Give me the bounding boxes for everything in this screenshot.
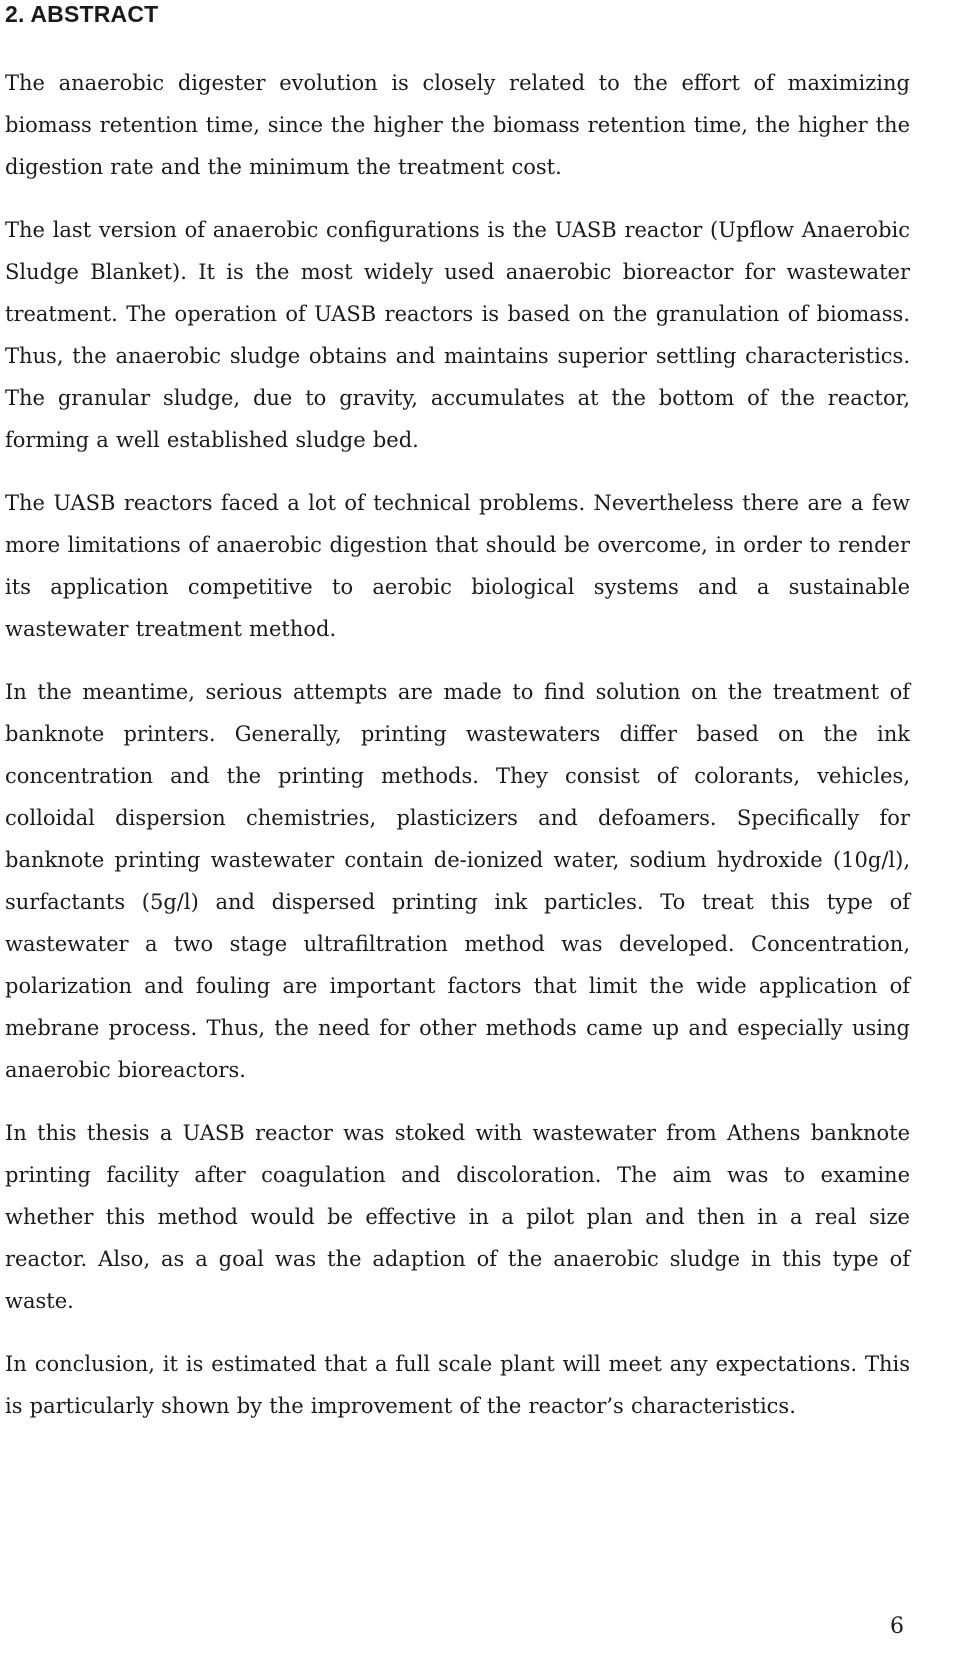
paragraph-banknote-wastewater: In the meantime, serious attempts are made to find solution on the treatment of banknote printers. Generally, printing wastewaters differ based on the ink concentration and the printing methods. They consist of colorants, vehicles, colloidal dispersion chemistries, plasticizers and defoamers. Specifically for banknote printing wastewater contain de-ionized water, sodium hydroxide (10g/l), surfactants (5g/l) and dispersed printing ink particles. To treat this type of wastewater a two stage ultrafiltration method was developed. Concentration, polarization and fouling are important factors that limit the wide application of mebrane process. Thus, the need for other methods came up and especially using anaerobic bioreactors. bbox=[5, 680, 910, 1082]
section-heading: 2. ABSTRACT bbox=[5, 1, 159, 27]
paragraph-uasb-problems: The UASB reactors faced a lot of technical problems. Nevertheless there are a few more limitations of anaerobic digestion that should be overcome, in order to render its application competitive to aerobic biological systems and a sustainable wastewater treatment method. bbox=[5, 491, 910, 641]
page-number: 6 bbox=[890, 1614, 904, 1639]
paragraph-conclusion: In conclusion, it is estimated that a full scale plant will meet any expectations. This is particularly shown by the improvement of the reactor’s characteristics. bbox=[5, 1352, 910, 1418]
paragraph-uasb-description: The last version of anaerobic configurations is the UASB reactor (Upflow Anaerobic Sludge Blanket). It is the most widely used anaerobic bioreactor for wastewater treatment. The operation of UASB reactors is based on the granulation of biomass. Thus, the anaerobic sludge obtains and maintains superior settling characteristics. The granular sludge, due to gravity, accumulates at the bottom of the reactor, forming a well established sludge bed. bbox=[5, 218, 910, 452]
document-page bbox=[5, 0, 910, 1427]
paragraph-thesis-aim: In this thesis a UASB reactor was stoked with wastewater from Athens banknote printing facility after coagulation and discoloration. The aim was to examine whether this method would be effective in a pilot plan and then in a real size reactor. Also, as a goal was the adaption of the anaerobic sludge in this type of waste. bbox=[5, 1121, 910, 1313]
paragraph-intro: The anaerobic digester evolution is closely related to the effort of maximizing biomass retention time, since the higher the biomass retention time, the higher the digestion rate and the minimum the treatment cost. bbox=[5, 71, 910, 179]
